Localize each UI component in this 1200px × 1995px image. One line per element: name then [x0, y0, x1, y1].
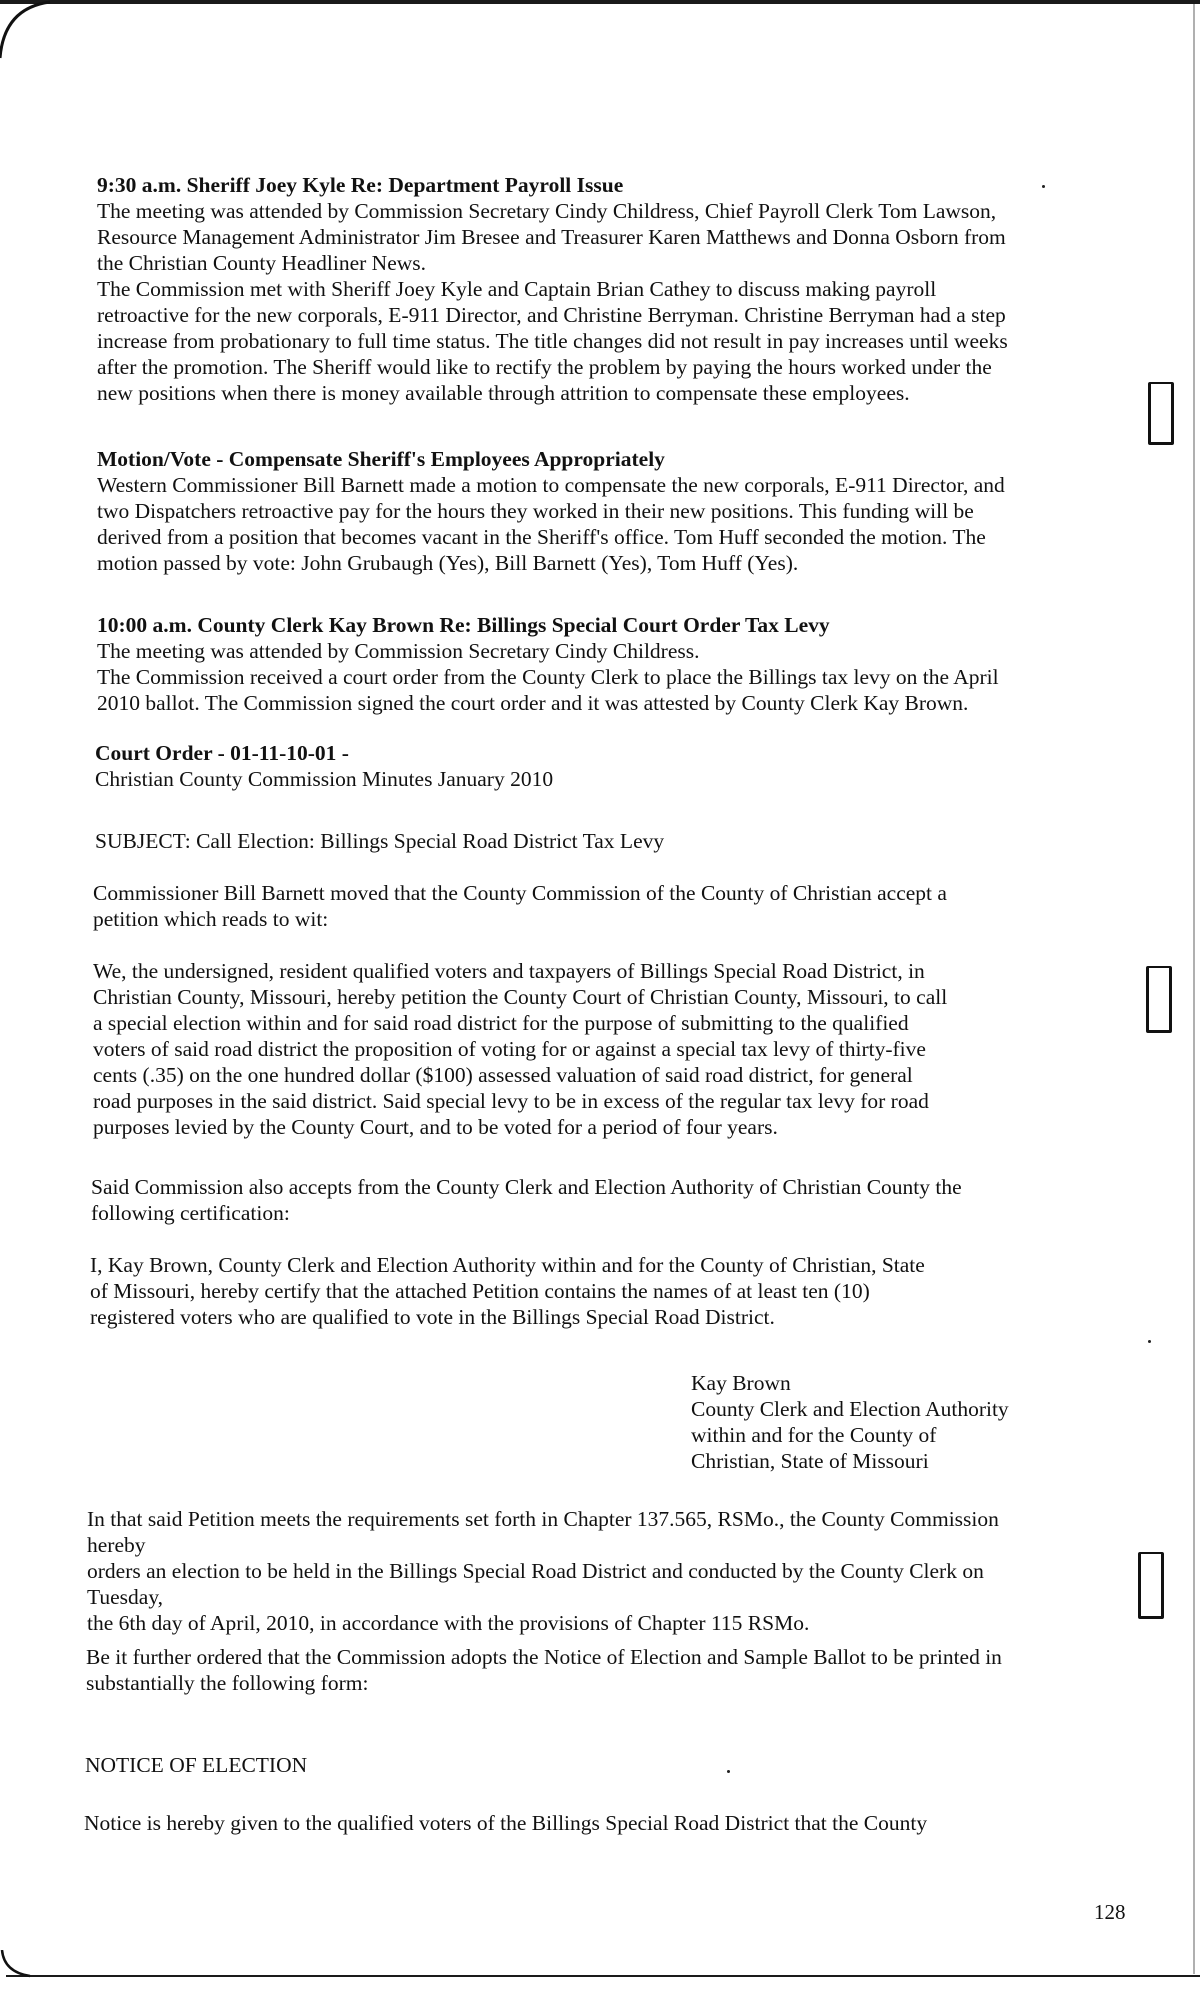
text-line: Tuesday, [87, 1585, 164, 1609]
text-line: new positions when there is money available through attrition to compensate these employees. [97, 381, 910, 405]
text-line: Commissioner Bill Barnett moved that the County Commission of the County of Christian accept a [93, 881, 947, 905]
text-line: The meeting was attended by Commission Secretary Cindy Childress, Chief Payroll Clerk Tom Lawson, [97, 199, 997, 223]
text-line: purposes levied by the County Court, and to be voted for a period of four years. [93, 1115, 778, 1139]
text-line: hereby [87, 1533, 146, 1557]
orders-paragraph [87, 1506, 999, 1636]
text-line: In that said Petition meets the requirements set forth in Chapter 137.565, RSMo., the County Commission [87, 1507, 999, 1531]
binder-hole-mark [1148, 382, 1174, 445]
scan-corner-curve-bottom [0, 1950, 40, 1980]
text-line: orders an election to be held in the Billings Special Road District and conducted by the County Clerk on [87, 1559, 984, 1583]
section-county-clerk [97, 612, 999, 716]
scan-speck [1148, 1340, 1151, 1343]
text-line: Christian County, Missouri, hereby petition the County Court of Christian County, Missouri, to call [93, 985, 948, 1009]
scan-edge-bottom [6, 1975, 1200, 1977]
signature-block [691, 1370, 1009, 1474]
binder-hole-mark [1138, 1552, 1164, 1619]
text-line: Resource Management Administrator Jim Bresee and Treasurer Karen Matthews and Donna Osborn from [97, 225, 1006, 249]
text-line: substantially the following form: [86, 1671, 369, 1695]
court-order-heading: Court Order - 01-11-10-01 - [95, 741, 349, 765]
text-line: derived from a position that becomes vacant in the Sheriff's office. Tom Huff seconded the motion. The [97, 525, 986, 549]
text-line: petition which reads to wit: [93, 907, 329, 931]
text-line: Notice is hereby given to the qualified voters of the Billings Special Road District that the County [84, 1811, 928, 1835]
scan-speck [727, 1770, 730, 1773]
text-line: I, Kay Brown, County Clerk and Election Authority within and for the County of Christian, State [90, 1253, 925, 1277]
text-line: The Commission received a court order from the County Clerk to place the Billings tax levy on the April [97, 665, 999, 689]
text-line: We, the undersigned, resident qualified voters and taxpayers of Billings Special Road District, in [93, 959, 925, 983]
court-order-subheading: Christian County Commission Minutes January 2010 [95, 767, 554, 791]
text-line: motion passed by vote: John Grubaugh (Yes), Bill Barnett (Yes), Tom Huff (Yes). [97, 551, 799, 575]
accepts-paragraph [91, 1174, 962, 1226]
signer-title: Christian, State of Missouri [691, 1449, 929, 1473]
section-sheriff-payroll [97, 172, 1008, 406]
page-number: 128 [1094, 1900, 1126, 1924]
text-line: cents (.35) on the one hundred dollar ($100) assessed valuation of said road district, for general [93, 1063, 913, 1087]
text-line: of Missouri, hereby certify that the attached Petition contains the names of at least ten (10) [90, 1279, 870, 1303]
court-order-block [95, 740, 553, 792]
scan-edge-top [0, 0, 1200, 4]
notice-heading: NOTICE OF ELECTION [85, 1753, 308, 1777]
text-line: registered voters who are qualified to vote in the Billings Special Road District. [90, 1305, 775, 1329]
text-line: a special election within and for said road district for the purpose of submitting to the qualified [93, 1011, 909, 1035]
signer-title: within and for the County of [691, 1423, 937, 1447]
text-line: retroactive for the new corporals, E-911 Director, and Christine Berryman. Christine Berryman had a step [97, 303, 1006, 327]
binder-hole-mark [1146, 966, 1172, 1033]
text-line: the Christian County Headliner News. [97, 251, 427, 275]
signer-title: County Clerk and Election Authority [691, 1397, 1009, 1421]
text-line: road purposes in the said district. Said special levy to be in excess of the regular tax levy for road [93, 1089, 929, 1113]
scan-edge-right [1193, 4, 1195, 1974]
section-motion-vote [97, 446, 1005, 576]
text-line: The Commission met with Sheriff Joey Kyle and Captain Brian Cathey to discuss making payroll [97, 277, 937, 301]
notice-heading-block [85, 1752, 307, 1778]
signer-name: Kay Brown [691, 1371, 791, 1395]
text-line: voters of said road district the proposition of voting for or against a special tax levy of thirty-five [93, 1037, 926, 1061]
text-line: the 6th day of April, 2010, in accordance with the provisions of Chapter 115 RSMo. [87, 1611, 810, 1635]
text-line: 2010 ballot. The Commission signed the court order and it was attested by County Clerk Kay Brown. [97, 691, 969, 715]
certification-paragraph [90, 1252, 925, 1330]
text-line: increase from probationary to full time status. The title changes did not result in pay increases until weeks [97, 329, 1008, 353]
text-line: The meeting was attended by Commission Secretary Cindy Childress. [97, 639, 700, 663]
text-line: after the promotion. The Sheriff would like to rectify the problem by paying the hours worked under the [97, 355, 992, 379]
further-ordered-paragraph [86, 1644, 1002, 1696]
section-heading: 9:30 a.m. Sheriff Joey Kyle Re: Department Payroll Issue [97, 173, 624, 197]
text-line: Said Commission also accepts from the County Clerk and Election Authority of Christian County the [91, 1175, 962, 1199]
text-line: Be it further ordered that the Commission adopts the Notice of Election and Sample Ballot to be printed in [86, 1645, 1002, 1669]
text-line: Western Commissioner Bill Barnett made a motion to compensate the new corporals, E-911 Director, and [97, 473, 1005, 497]
moved-paragraph [93, 880, 947, 932]
scan-speck [1042, 185, 1045, 188]
text-line: two Dispatchers retroactive pay for the hours they worked in their new positions. This funding will be [97, 499, 974, 523]
scan-corner-curve [0, 0, 60, 60]
section-heading: Motion/Vote - Compensate Sheriff's Employees Appropriately [97, 447, 665, 471]
text-line: following certification: [91, 1201, 290, 1225]
section-heading: 10:00 a.m. County Clerk Kay Brown Re: Billings Special Court Order Tax Levy [97, 613, 830, 637]
subject-block [95, 828, 664, 854]
subject-line: SUBJECT: Call Election: Billings Special Road District Tax Levy [95, 829, 665, 853]
petition-paragraph [93, 958, 947, 1140]
notice-text-block [84, 1810, 927, 1836]
